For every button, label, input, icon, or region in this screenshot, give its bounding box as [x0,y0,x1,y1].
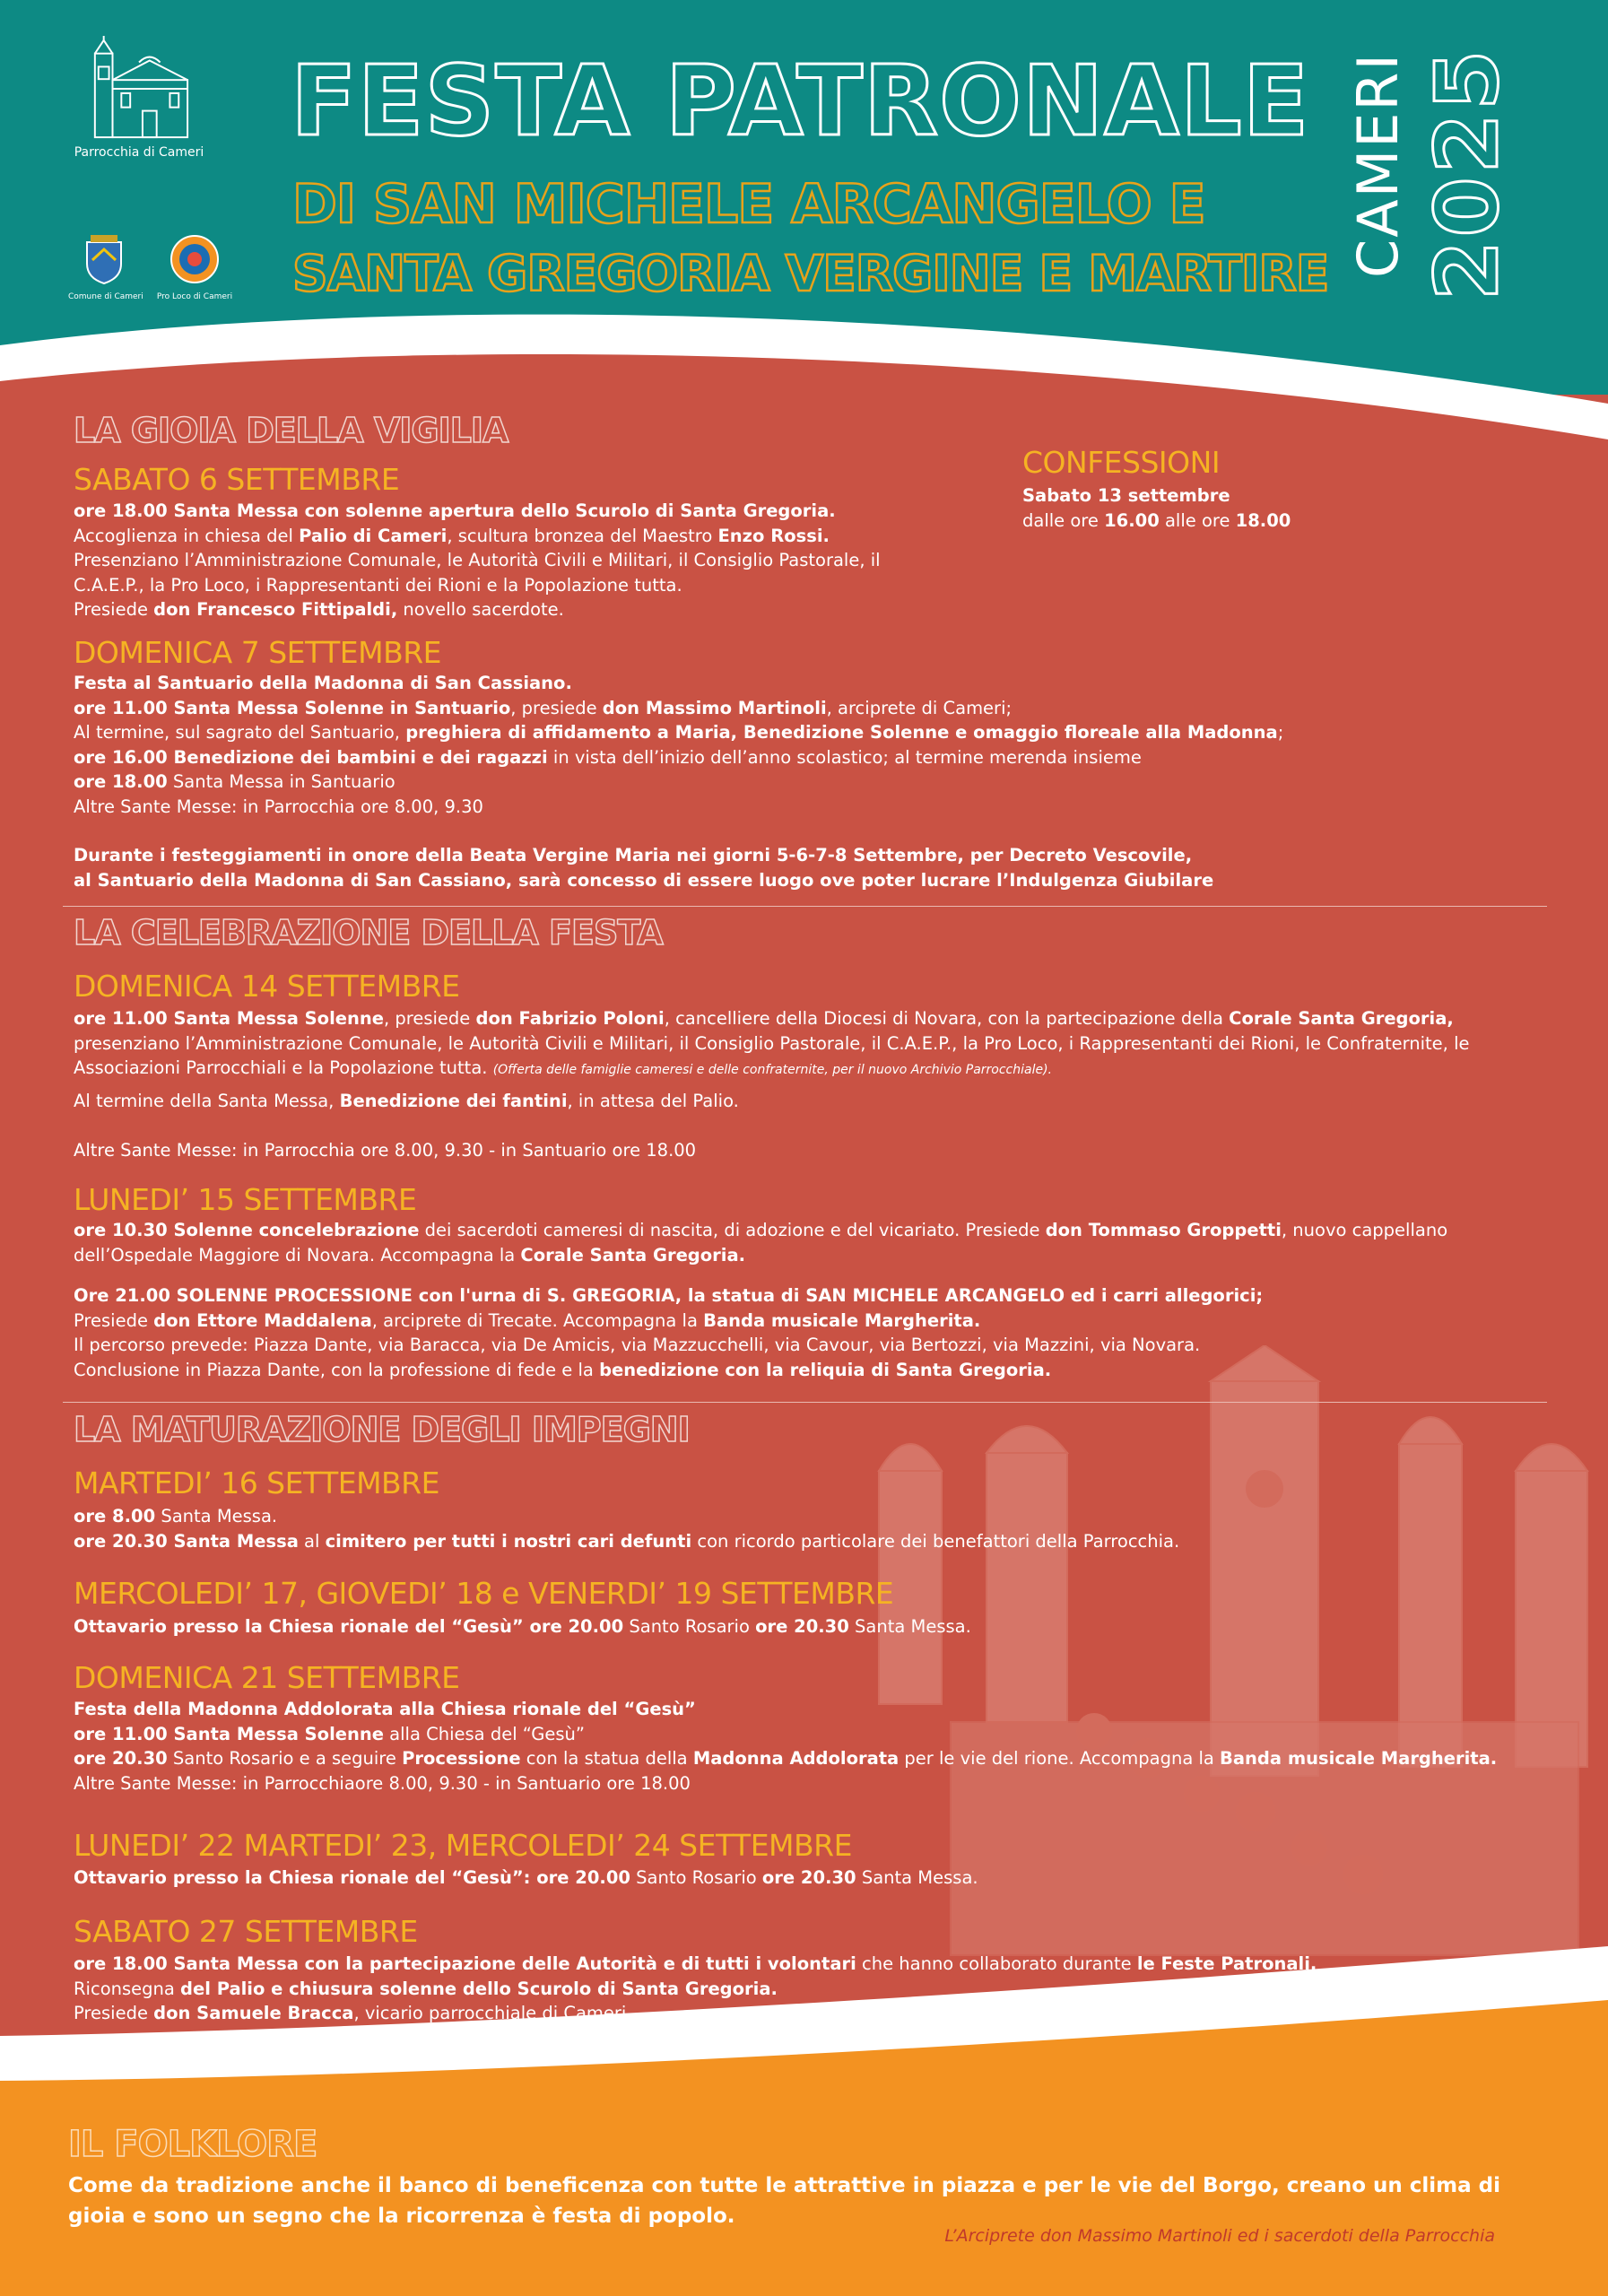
day-title-domenica-7: DOMENICA 7 SETTEMBRE [74,635,441,670]
confessioni-hours-prefix: dalle ore [1022,509,1105,531]
title-main: FESTA PATRONALE [291,46,1310,158]
confessioni-hours-mid: alle ore [1159,509,1236,531]
domenica-14-benedizione [74,1089,739,1114]
day-title-domenica-14: DOMENICA 14 SETTEMBRE [74,969,460,1004]
domenica-14-text [74,1006,1562,1083]
sabato-6-line-1: ore 18.00 Santa Messa con solenne apertura dello Scurolo di Santa Gregoria. [74,500,836,521]
mercoledi-17-line-1b: Santo Rosario [623,1616,756,1637]
lunedi-22-text [74,1866,978,1891]
domenica-14-line-1c: don Fabrizio Poloni [475,1008,665,1029]
confessioni-hour-start: 16.00 [1104,509,1160,531]
sabato-6-line-5a: Presiede [74,599,154,620]
sabato-27-line-1c: le Feste Patronali. [1136,1953,1317,1974]
mercoledi-17-line-1a: Ottavario presso la Chiesa rionale del “Gesù” ore 20.00 [74,1616,624,1637]
section-divider-2 [63,1402,1547,1403]
processione-text [74,1283,1562,1382]
indulgenza-line-2: al Santuario della Madonna di San Cassiano, sarà concesso di essere luogo ove poter lucrare l’Indulgenza Giubilare [74,869,1214,891]
sabato-27-line-1b: che hanno collaborato durante [856,1953,1137,1974]
domenica-7-line-3c: ; [1277,722,1284,743]
domenica-21-line-3d: con la statua della [520,1748,693,1769]
mercoledi-17-line-1d: Santa Messa. [848,1616,971,1637]
comune-caption: Comune di Cameri [68,292,143,301]
lunedi-22-line-1c: ore 20.30 [761,1867,856,1888]
lunedi-15-line-1c: don Tommaso Groppetti [1045,1220,1282,1240]
footer-wave-shape [0,1928,1608,2090]
sabato-27-line-2b: del Palio e chiusura solenne dello Scurolo di Santa Gregoria. [180,1978,778,1999]
domenica-21-text [74,1697,1562,1796]
parish-caption: Parrocchia di Cameri [74,145,204,160]
sabato-6-line-2b: Palio di Cameri [299,525,448,546]
martedi-16-line-1a: ore 8.00 [74,1506,156,1526]
title-subtitle-1: DI SAN MICHELE ARCANGELO E [292,173,1205,236]
town-name-vertical: CAMERI [1345,52,1411,278]
sabato-27-line-1a: ore 18.00 Santa Messa con la partecipazione delle Autorità e di tutti i volontari [74,1953,856,1974]
domenica-14-line-4b: Benedizione dei fantini [339,1091,568,1111]
confessioni-title: CONFESSIONI [1022,445,1221,480]
processione-line-2d: Banda musicale Margherita. [703,1309,981,1331]
domenica-21-line-3g: Banda musicale Margherita. [1220,1748,1498,1769]
signature-text: L’Arciprete don Massimo Martinoli ed i sacerdoti della Parrocchia [944,2226,1495,2246]
day-title-martedi-16: MARTEDI’ 16 SETTEMBRE [74,1465,439,1500]
martedi-16-line-1b: Santa Messa. [155,1506,278,1526]
lunedi-15-line-1b: dei sacerdoti cameresi di nascita, di adozione e del vicariato. Presiede [419,1220,1046,1240]
comune-logo [68,233,143,301]
martedi-16-text [74,1504,1179,1553]
processione-line-2b: don Ettore Maddalena [153,1309,372,1331]
indulgenza-note [74,843,1213,892]
domenica-7-line-3a: Al termine, sul sagrato del Santuario, [74,722,406,743]
day-title-lunedi-15: LUNEDI’ 15 SETTEMBRE [74,1182,417,1217]
domenica-7-line-6: Altre Sante Messe: in Parrocchia ore 8.00, 9.30 [74,796,483,817]
domenica-7-text [74,671,1283,819]
coat-of-arms-icon [83,233,125,285]
processione-line-1: Ore 21.00 SOLENNE PROCESSIONE con l'urna di S. GREGORIA, la statua di SAN MICHELE ARCANGELO ed i carri allegorici; [74,1285,1264,1306]
day-title-sabato-27: SABATO 27 SETTEMBRE [74,1914,418,1949]
section-divider-1 [63,906,1547,907]
lunedi-22-line-1b: Santo Rosario [630,1867,762,1888]
year-vertical: 2025 [1417,46,1517,300]
martedi-16-line-2b: al [298,1530,326,1552]
sabato-27-line-2a: Riconsegna [74,1978,181,1999]
day-title-mercoledi-17: MERCOLEDI’ 17, GIOVEDI’ 18 e VENERDI’ 19 SETTEMBRE [74,1576,894,1611]
section-title-celebrazione: LA CELEBRAZIONE DELLA FESTA [74,913,663,952]
lunedi-15-line-1d: , nuovo cappellano [1281,1220,1448,1240]
indulgenza-line-1: Durante i festeggiamenti in onore della Beata Vergine Maria nei giorni 5-6-7-8 Settembre, per Decreto Vescovile, [74,845,1193,865]
sabato-6-text [74,499,881,622]
confessioni-text [1022,483,1291,533]
domenica-14-line-1d: , cancelliere della Diocesi di Novara, con la partecipazione della [664,1008,1230,1029]
domenica-7-line-5b: Santa Messa in Santuario [167,771,395,792]
sabato-6-line-2a: Accoglienza in chiesa del [74,525,300,546]
church-icon [86,36,192,142]
domenica-21-line-3e: Madonna Addolorata [692,1748,900,1769]
sabato-6-line-4: C.A.E.P., la Pro Loco, i Rappresentanti dei Rioni e la Popolazione tutta. [74,574,682,596]
domenica-21-line-1: Festa della Madonna Addolorata alla Chiesa rionale del “Gesù” [74,1699,696,1719]
domenica-14-line-4c: , in attesa del Palio. [567,1091,739,1111]
folklore-text: Come da tradizione anche il banco di beneficenza con tutte le attrattive in piazza e per le vie del Borgo, creano un clima di gioia e sono un segno che la ricorrenza è festa di popolo. [68,2174,1501,2228]
domenica-21-line-2a: ore 11.00 Santa Messa Solenne [74,1723,384,1744]
proloco-logo [154,233,235,301]
domenica-7-line-2a: ore 11.00 Santa Messa Solenne in Santuario [74,697,511,718]
processione-line-2a: Presiede [74,1309,154,1331]
day-title-lunedi-22: LUNEDI’ 22 MARTEDI’ 23, MERCOLEDI’ 24 SETTEMBRE [74,1828,852,1863]
mercoledi-17-text [74,1614,971,1639]
domenica-14-line-4a: Al termine della Santa Messa, [74,1091,340,1111]
lunedi-22-line-1d: Santa Messa. [856,1867,978,1888]
domenica-7-line-5a: ore 18.00 [74,771,168,792]
domenica-7-line-4a: ore 16.00 Benedizione dei bambini e dei ragazzi [74,746,548,768]
section-title-folklore: IL FOLKLORE [68,2124,317,2165]
sabato-27-line-3a: Presiede [74,2003,154,2023]
domenica-14-line-1b: , presiede [383,1008,476,1029]
martedi-16-line-2d: con ricordo particolare dei benefattori della Parrocchia. [691,1530,1180,1552]
sabato-6-line-5c: novello sacerdote. [397,599,564,620]
domenica-7-line-2b: , presiede [510,697,603,718]
title-subtitle-2: SANTA GREGORIA VERGINE E MARTIRE [292,245,1329,302]
day-title-domenica-21: DOMENICA 21 SETTEMBRE [74,1660,460,1695]
sabato-6-line-3: Presenziano l’Amministrazione Comunale, le Autorità Civili e Militari, il Consiglio Pastorale, il [74,550,881,570]
lunedi-15-line-2b: Corale Santa Gregoria. [520,1244,746,1265]
sabato-6-line-2d: Enzo Rossi. [717,525,830,546]
sabato-27-line-3c: , vicario parrocchiale di Cameri [353,2003,627,2023]
domenica-14-line-1e: Corale Santa Gregoria, [1229,1008,1454,1029]
domenica-7-line-3b: preghiera di affidamento a Maria, Benedizione Solenne e omaggio floreale alla Madonna [405,722,1278,743]
lunedi-15-line-2a: dell’Ospedale Maggiore di Novara. Accompagna la [74,1244,521,1265]
parish-logo [72,36,206,160]
lunedi-15-text [74,1218,1562,1267]
domenica-7-line-1: Festa al Santuario della Madonna di San Cassiano. [74,673,572,693]
domenica-21-line-3a: ore 20.30 [74,1748,168,1769]
mercoledi-17-line-1c: ore 20.30 [755,1616,849,1637]
processione-line-4b: benedizione con la reliquia di Santa Gregoria. [599,1359,1052,1380]
sabato-27-line-3b: don Samuele Bracca [153,2003,354,2023]
domenica-21-line-3f: per le vie del rione. Accompagna la [899,1748,1221,1769]
domenica-14-line-1a: ore 11.00 Santa Messa Solenne [74,1008,384,1029]
processione-line-3: Il percorso prevede: Piazza Dante, via Baracca, via De Amicis, via Mazzucchelli, via Cavour, via Bertozzi, via Mazzini, via Novara. [74,1335,1201,1355]
section-title-maturazione: LA MATURAZIONE DEGLI IMPEGNI [74,1410,690,1449]
confessioni-hour-end: 18.00 [1235,509,1291,531]
domenica-7-line-2c: don Massimo Martinoli [602,697,827,718]
domenica-21-line-3c: Processione [402,1748,521,1769]
domenica-14-line-2: presenziano l’Amministrazione Comunale, le Autorità Civili e Militari, il Consiglio Pastorale, il C.A.E.P., la Pro Loco, i Rappresentanti dei Rioni, le Confraternite, le [74,1032,1470,1054]
martedi-16-line-2a: ore 20.30 Santa Messa [74,1530,299,1552]
domenica-21-line-3b: Santo Rosario e a seguire [167,1748,403,1769]
domenica-7-line-2d: , arciprete di Cameri; [826,697,1013,718]
processione-line-4a: Conclusione in Piazza Dante, con la professione di fede e la [74,1359,600,1380]
proloco-circle-icon [169,233,221,285]
domenica-14-line-3a: Associazioni Parrocchiali e la Popolazione tutta. [74,1057,493,1078]
sabato-6-line-2c: , scultura bronzea del Maestro [447,525,718,546]
domenica-14-altre-messe: Altre Sante Messe: in Parrocchia ore 8.00, 9.30 - in Santuario ore 18.00 [74,1140,697,1161]
martedi-16-line-2c: cimitero per tutti i nostri cari defunti [325,1530,692,1552]
section-title-vigilia: LA GIOIA DELLA VIGILIA [74,411,508,450]
domenica-14-line-3b: (Offerta delle famiglie cameresi e delle confraternite, per il nuovo Archivio Parrocchiale). [492,1063,1053,1077]
domenica-21-line-2b: alla Chiesa del “Gesù” [383,1723,585,1744]
domenica-21-line-4: Altre Sante Messe: in Parrocchiaore 8.00, 9.30 - in Santuario ore 18.00 [74,1772,691,1794]
sabato-6-line-5b: don Francesco Fittipaldi, [153,599,398,620]
lunedi-15-line-1a: ore 10.30 Solenne concelebrazione [74,1220,420,1240]
day-title-sabato-6: SABATO 6 SETTEMBRE [74,462,400,497]
lunedi-22-line-1a: Ottavario presso la Chiesa rionale del “Gesù”: ore 20.00 [74,1867,630,1888]
confessioni-date: Sabato 13 settembre [1022,485,1230,506]
domenica-7-line-4b: in vista dell’inizio dell’anno scolastico; al termine merenda insieme [547,746,1142,768]
processione-line-2c: , arciprete di Trecate. Accompagna la [371,1309,704,1331]
proloco-caption: Pro Loco di Cameri [156,292,233,301]
